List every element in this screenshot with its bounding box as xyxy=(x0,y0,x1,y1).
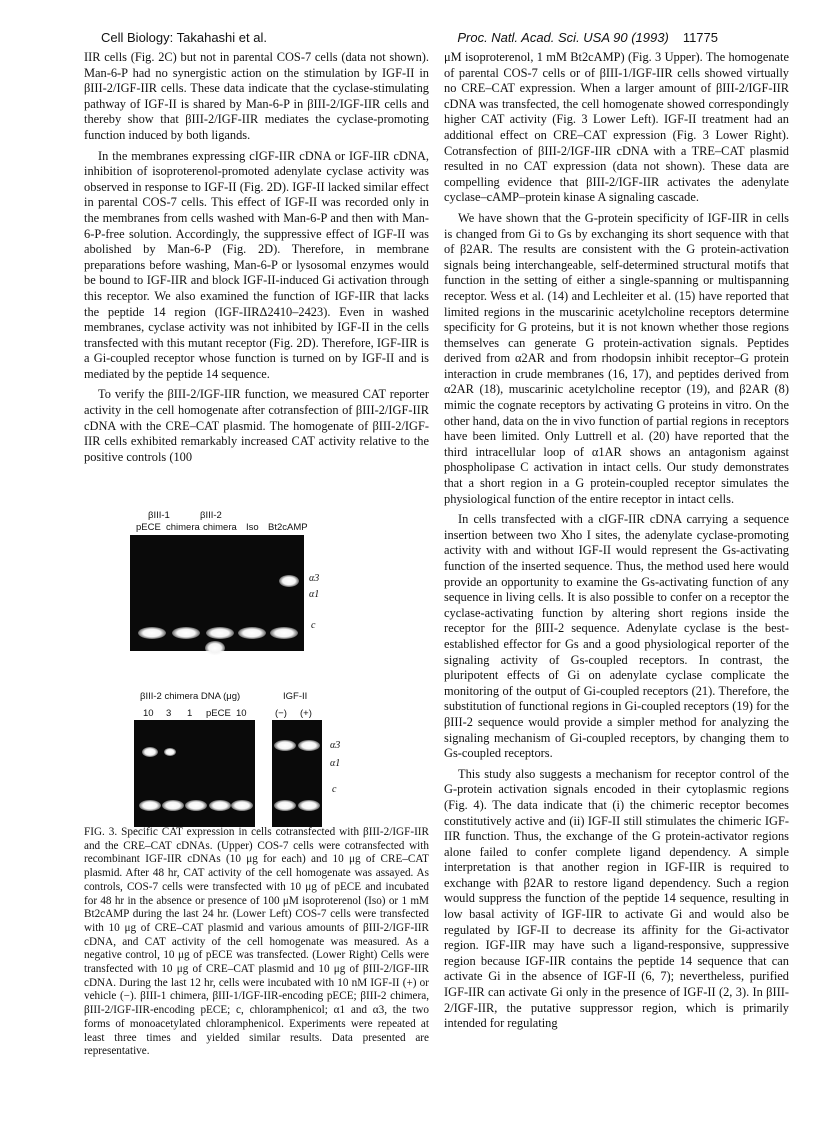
panel-title: IGF-II xyxy=(283,691,308,702)
journal-citation: Proc. Natl. Acad. Sci. USA 90 (1993) xyxy=(457,30,669,45)
gel-spot xyxy=(172,627,200,639)
lane-label: Iso xyxy=(246,522,259,533)
gel-spot xyxy=(164,748,176,756)
figure-caption: FIG. 3. Specific CAT expression in cells cotransfected with βIII-2/IGF-IIR and the CRE–CAT cDNAs. (Upper) COS-7 cells were cotransfected with recombinant IGF-IIR cDNAs (10 μg for each) and 10 μg of CRE–CAT plasmid. After 48 hr, CAT activity of the cell homogenate was assayed. As controls, COS-7 cells were transfected with 10 μg of pECE and incubated for 48 hr in the absence or presence of 100 μM isoproterenol (Iso) or 1 mM Bt2cAMP during the last 24 hr. (Lower Left) COS-7 cells were transfected with 10 μg of CRE–CAT plasmid and various amounts of βIII-2/IGF-IIR cDNA, and CAT activity of the cell homogenate was measured. As a negative control, 10 μg of pECE was transfected. (Lower Right) Cells were transfected with 10 μg of CRE–CAT plasmid and 10 μg of βIII-2/IGF-IIR cDNA. During the last 12 hr, cells were incubated with 10 nM IGF-II (+) or vehicle (−). βIII-1 chimera, βIII-1/IGF-IIR-encoding pECE; βIII-2 chimera, βIII-2/IGF-IIR-encoding pECE; c, chloramphenicol; α1 and α3, the two forms of monoacetylated chloramphenicol. Experiments were repeated at least three times and yielded similar results. Data presented are representative. xyxy=(84,826,429,1058)
gel-spot xyxy=(209,800,231,811)
gel-spot xyxy=(138,627,166,639)
paragraph: μM isoproterenol, 1 mM Bt2cAMP) (Fig. 3 Upper). The homogenate of parental COS-7 cells or of βIII-1/IGF-IIR cells showed virtually no CRE–CAT expression. When a larger amount of βIII-2/IGF-IIR cDNA was transfected, the cell homogenate showed correspondingly higher CAT activity (Fig. 3 Lower Left). IGF-II treatment had an additional effect on CRE–CAT expression (Fig. 3 Lower Right). Cotransfection of βIII-2/IGF-IIR cDNA with a TRE–CAT plasmid resulted in no CAT expression (data not shown). These data are compelling evidence that βIII-2/IGF-IIR activates the adenylate cyclase–cAMP–protein kinase A signaling cascade. xyxy=(444,50,789,205)
lane-label: 10 xyxy=(143,708,154,719)
spot-label: c xyxy=(311,620,316,631)
gel-spot xyxy=(139,800,161,811)
gel-spot xyxy=(162,800,184,811)
gel-spot xyxy=(142,747,158,757)
gel-spot xyxy=(238,627,266,639)
gel-spot xyxy=(298,740,320,751)
spot-label: c xyxy=(332,784,337,795)
gel-spot xyxy=(298,800,320,811)
paragraph: IIR cells (Fig. 2C) but not in parental COS-7 cells (data not shown). Man-6-P had no synergistic action on the stimulation by IGF-II in βIII-2/IGF-IIR cells. These data indicate that the cyclase-stimulating pathway of IGF-II is shared by Man-6-P in βIII-2/IGF-IIR cells and thereby show that βIII-2/IGF-IIR mediates the cyclase-promoting function induced by both ligands. xyxy=(84,50,429,142)
gel-lower-right xyxy=(272,720,322,827)
paragraph: In cells transfected with a cIGF-IIR cDNA carrying a sequence insertion between two Xho I sites, the adenylate cyclase-promoting activity with and without IGF-II would represent the Gs-activating function of the inserted sequence. Thus, the method used here would provide an opportunity to examine the Gs-activating function of any sequence in living cells. It is also possible to confer on a receptor the cyclase-activating function by altering short regions inside the receptor for the βIII-2 sequence. Adenylate cyclase is the best-established effector for Gs and a good physiological reporter of the signaling activity of Gs-coupled receptors. In contrast, the pluripotent effects of Gi on adenylate cyclase complicate the monitoring of the output of Gi-coupled receptors (21). Therefore, the substitution of functional regions in Gi-coupled receptors (19) for the βIII-2 sequence would provide a simpler method for analyzing the signaling mechanism of Gi-coupled receptors, by changing them to Gs-coupled receptors. xyxy=(444,512,789,761)
panel-title: βIII-2 chimera DNA (μg) xyxy=(140,691,241,702)
gel-spot xyxy=(185,800,207,811)
paragraph: This study also suggests a mechanism for receptor control of the G-protein activation signals encoded in their cytoplasmic regions (Fig. 4). The data indicate that (i) the chimeric receptor becomes constitutively active and (ii) IGF-II still stimulates the chimeric IGF-IIR function. Thus, the exchange of the G protein-activator regions alone failed to confer complete ligand dependency. A simple interpretation is that another region in IGF-IIR is required to exchange with β2AR to restore ligand dependency. Such a region would suppress the function of the peptide 14 sequence, resulting in low basal activity of IGF-IIR to activate Gi and would also be regulated by IGF-II to decrease its affinity for the Gi-activator region. IGF-IIR may have such a ligand-responsive, suppressive region because IGF-IIR contains the peptide 14 sequence that can activate Gi in the absence of IGF-II (6, 7); nevertheless, purified IGF-IIR can activate Gi only in the presence of IGF-II (2, 3). In βIII-2/IGF-IIR, the putative suppressor region, which is primarily intended for regulating xyxy=(444,766,789,1031)
gel-upper xyxy=(130,535,304,651)
gel-spot xyxy=(206,627,234,639)
lane-label: 1 xyxy=(187,708,193,719)
lane-label: pECE xyxy=(136,522,161,533)
right-column xyxy=(444,50,789,1032)
gel-spot xyxy=(274,800,296,811)
paragraph: To verify the βIII-2/IGF-IIR function, we measured CAT reporter activity in the cell homogenate after cotransfection of βIII-2/IGF-IIR cDNA with the CRE–CAT plasmid. The homogenate of βIII-2/IGF-IIR cells exhibited remarkably increased CAT activity relative to the positive controls (100 xyxy=(84,387,429,464)
spot-label: α1 xyxy=(330,758,341,769)
lane-label: chimera xyxy=(203,522,237,533)
gel-lower-left xyxy=(134,720,255,827)
lane-label: (+) xyxy=(300,708,312,719)
lane-label: chimera xyxy=(166,522,200,533)
spot-label: α3 xyxy=(330,740,341,751)
lane-label: 10 xyxy=(236,708,247,719)
lane-label: Bt2cAMP xyxy=(268,522,308,533)
left-column xyxy=(84,50,429,465)
gel-spot xyxy=(231,800,253,811)
lane-label: pECE xyxy=(206,708,231,719)
lane-label: 3 xyxy=(166,708,172,719)
gel-spot xyxy=(270,627,298,639)
lane-label: βIII-2 xyxy=(200,510,222,521)
gel-spot xyxy=(279,575,299,587)
gel-spot xyxy=(205,641,225,655)
page-number: 11775 xyxy=(682,30,718,45)
paragraph: We have shown that the G-protein specificity of IGF-IIR in cells is changed from Gi to Gs by exchanging its short sequence with that of β2AR. The results are consistent with the G protein-activation signals being interchangeable, self-determined structural motifs that function in the setting of either a single-spanning or multispanning receptor. Wess et al. (14) and Lechleiter et al. (15) have reported that limited regions in the muscarinic acetylcholine receptors determine specificity for G proteins, but it is not known whether those regions themselves can generate G protein-activation signals. Peptides derived from α2AR and from rhodopsin inhibit receptor–G protein interaction in crude membranes (16, 17), and peptides derived from α2AR (18), muscarinic acetylcholine receptor (19), and β2AR (8) mimic the cognate receptors by activating G proteins in vitro. On the other hand, data on the in vivo function of partial regions in receptors have been limited. Only Luttrell et al. (20) have reported that the third intracellular loop of α1AR shows an antagonism against phospholipase C activation in intact cells. Our study demonstrates that a short region in a G protein-coupled receptor simulates the physiological function of the entire receptor in intact cells. xyxy=(444,210,789,506)
running-header-right xyxy=(457,30,718,45)
paragraph: In the membranes expressing cIGF-IIR cDNA or IGF-IIR cDNA, inhibition of isoproterenol-promoted adenylate cyclase activity was observed in response to IGF-II (Fig. 2D). IGF-II lacked similar effect in parental COS-7 cells. This effect of IGF-II was recorded only in the membranes from cells washed with Man-6-P and then with Man-6-P-free solution. Accordingly, the suppressive effect of IGF-II was abolished by Man-6-P (Fig. 2D). Therefore, in membrane preparations before washing, Man-6-P or lysosomal enzymes would be bound to IGF-IIR and block IGF-II-induced Gi activation through this receptor. We also examined the function of IGF-IIR that lacks the peptide 14 region (IGF-IIRΔ2410–2423). Even in washed membranes, cyclase activity was not inhibited by IGF-II in the cells transfected with this mutant receptor (Fig. 2D). Therefore, IGF-IIR is a Gi-coupled receptor whose function is turned on by IGF-II and is mediated by the peptide 14 sequence. xyxy=(84,148,429,381)
lane-label: βIII-1 xyxy=(148,510,170,521)
lane-label: (−) xyxy=(275,708,287,719)
spot-label: α3 xyxy=(309,573,320,584)
running-header-left: Cell Biology: Takahashi et al. xyxy=(101,30,267,45)
spot-label: α1 xyxy=(309,589,320,600)
gel-spot xyxy=(274,740,296,751)
